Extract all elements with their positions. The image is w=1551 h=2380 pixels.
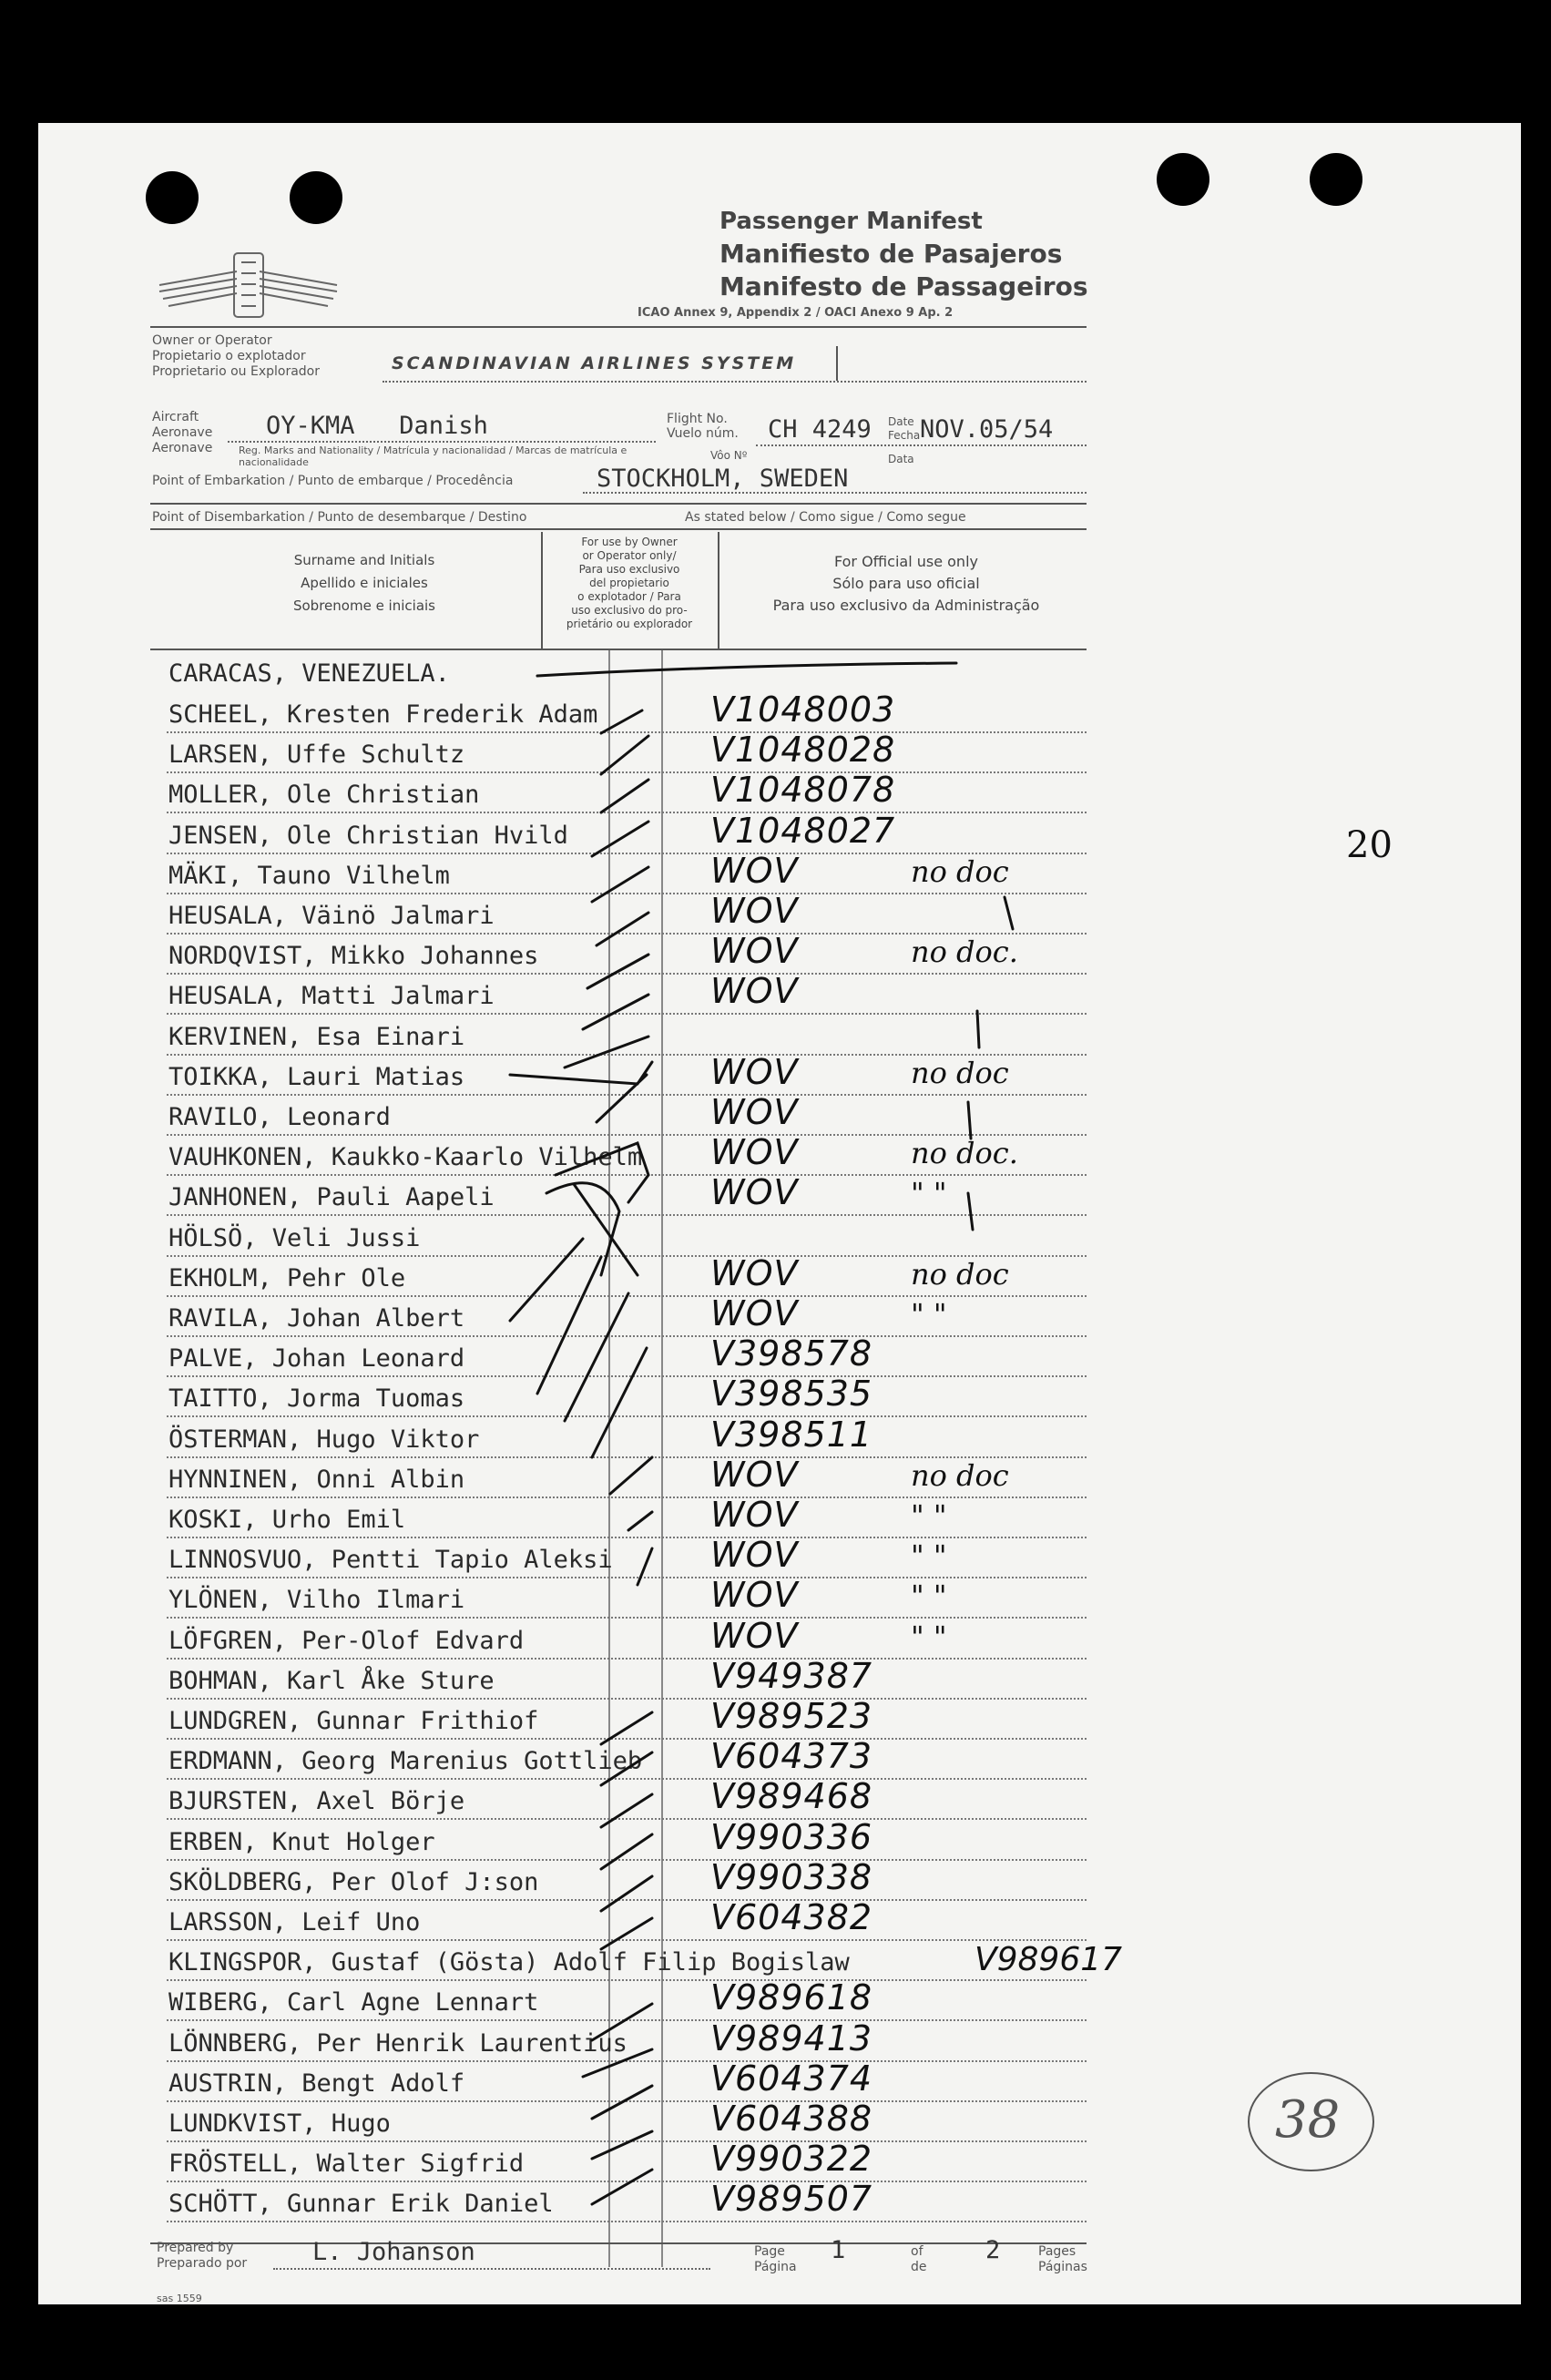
of-value: 2: [985, 2236, 1001, 2264]
row-rule: [167, 1013, 1087, 1015]
owner-use-column-header: [543, 536, 716, 631]
passenger-name: KERVINEN, Esa Einari: [168, 1023, 465, 1051]
passenger-document-number: V949387: [710, 1656, 873, 1696]
passenger-name: SKÖLDBERG, Per Olof J:son: [168, 1868, 539, 1896]
passenger-document-number: WOV: [710, 1616, 799, 1656]
passenger-document-number: V1048078: [710, 770, 896, 810]
official-column-header: [729, 554, 1084, 614]
airline-wing-logo-icon: [150, 244, 346, 326]
passenger-name: HEUSALA, Matti Jalmari: [168, 982, 495, 1010]
passenger-document-number: V989523: [710, 1696, 873, 1736]
passenger-name: RAVILO, Leonard: [168, 1103, 391, 1131]
passenger-name: KLINGSPOR, Gustaf (Gösta) Adolf Filip Bogislaw: [168, 1948, 850, 1977]
passenger-name: LUNDKVIST, Hugo: [168, 2109, 391, 2138]
row-rule: [167, 1859, 1087, 1861]
prepared-by-value: L. Johanson: [312, 2238, 475, 2266]
row-rule: [167, 1577, 1087, 1578]
passenger-note: V989617: [974, 1941, 1123, 1978]
passenger-note: no doc: [911, 1257, 1009, 1292]
passenger-note: " ": [911, 1297, 947, 1332]
flight-label-en: Flight No.: [667, 412, 728, 426]
passenger-name: ERDMANN, Georg Marenius Gottlieb: [168, 1747, 643, 1775]
column-divider-2: [718, 532, 719, 649]
official-header-es: Sólo para uso oficial: [832, 575, 980, 592]
row-rule: [167, 1979, 1087, 1981]
passenger-note: " ": [911, 1578, 947, 1613]
title-portuguese: Manifesto de Passageiros: [719, 271, 1088, 301]
passenger-document-number: WOV: [710, 1535, 799, 1575]
owner-label-es: Propietario o explotador: [152, 349, 306, 363]
date-value: NOV.05/54: [920, 415, 1054, 444]
page-value: 1: [831, 2236, 846, 2264]
page-label: Page: [754, 2244, 785, 2259]
passenger-name: LINNOSVUO, Pentti Tapio Aleksi: [168, 1546, 613, 1574]
page-label-es: Página: [754, 2260, 797, 2274]
punch-hole-left-1: [146, 171, 199, 224]
passenger-name: MÄKI, Tauno Vilhelm: [168, 862, 450, 890]
passenger-name: MOLLER, Ole Christian: [168, 781, 480, 809]
owner-use-line-3: Para uso exclusivo: [578, 563, 680, 576]
passenger-document-number: WOV: [710, 1575, 799, 1615]
circled-count-value: 38: [1275, 2090, 1341, 2150]
passenger-document-number: V604382: [710, 1897, 873, 1937]
footer-rule: [150, 2242, 1087, 2244]
row-rule: [167, 1658, 1087, 1660]
as-stated-label: As stated below / Como sigue / Como segue: [685, 510, 966, 525]
punch-hole-right-2: [1310, 153, 1362, 206]
passenger-note: no doc.: [911, 1136, 1018, 1170]
passenger-name: LUNDGREN, Gunnar Frithiof: [168, 1707, 539, 1735]
passenger-document-number: V398578: [710, 1333, 873, 1374]
flight-label-es: Vuelo núm.: [667, 426, 739, 441]
passenger-name: EKHOLM, Pehr Ole: [168, 1264, 406, 1292]
passenger-document-number: WOV: [710, 891, 799, 931]
passenger-note: no doc: [911, 1458, 1009, 1493]
owner-use-line-2: or Operator only/: [582, 549, 677, 562]
passenger-document-number: WOV: [710, 1052, 799, 1092]
passenger-document-number: WOV: [710, 851, 799, 891]
embarkation-value: STOCKHOLM, SWEDEN: [597, 465, 849, 493]
row-rule: [167, 1738, 1087, 1740]
passenger-document-number: V1048028: [710, 730, 896, 770]
passenger-name: PALVE, Johan Leonard: [168, 1344, 465, 1373]
column-header-bottom-rule: [150, 649, 1087, 650]
column-header-top-rule: [150, 528, 1087, 530]
passenger-document-number: V604373: [710, 1736, 873, 1776]
prepared-by-rule: [273, 2268, 710, 2270]
row-rule: [167, 1939, 1087, 1941]
row-rule: [167, 731, 1087, 733]
embarkation-rule: [583, 492, 1087, 494]
prepared-by-label: Prepared by: [157, 2241, 234, 2255]
aircraft-rule: [228, 441, 656, 443]
margin-page-number: 20: [1346, 824, 1393, 866]
passenger-name: TAITTO, Jorma Tuomas: [168, 1384, 465, 1413]
date-label-pt: Data: [888, 453, 914, 465]
icao-reference: ICAO Annex 9, Appendix 2 / OACI Anexo 9 Ap. 2: [638, 306, 954, 320]
passenger-document-number: WOV: [710, 1172, 799, 1212]
surname-column-header: [191, 552, 537, 614]
row-rule: [167, 1778, 1087, 1780]
prepared-by-label-es: Preparado por: [157, 2256, 248, 2271]
passenger-note: no doc: [911, 854, 1009, 889]
punch-hole-left-2: [290, 171, 342, 224]
aircraft-reg-note: Reg. Marks and Nationality / Matrícula y nacionalidad / Marcas de matrícula e nacionalidade: [239, 444, 628, 468]
surname-header-pt: Sobrenome e iniciais: [292, 598, 435, 614]
passenger-document-number: V1048027: [710, 811, 896, 851]
passenger-note: " ": [911, 1498, 947, 1533]
passenger-name: HEUSALA, Väinö Jalmari: [168, 902, 495, 930]
surname-header-es: Apellido e iniciales: [301, 575, 428, 591]
passenger-name: FRÖSTELL, Walter Sigfrid: [168, 2150, 525, 2178]
passenger-document-number: WOV: [710, 1253, 799, 1293]
circled-count: [1248, 2072, 1374, 2171]
row-rule: [167, 1375, 1087, 1377]
passenger-document-number: V989618: [710, 1977, 873, 2017]
passenger-document-number: WOV: [710, 971, 799, 1011]
passenger-document-number: WOV: [710, 1293, 799, 1333]
header-rule: [150, 326, 1087, 328]
passenger-document-number: V604388: [710, 2099, 873, 2139]
passenger-name: SCHEEL, Kresten Frederik Adam: [168, 700, 598, 729]
owner-rule: [383, 381, 1087, 383]
passenger-name: HÖLSÖ, Veli Jussi: [168, 1224, 421, 1252]
date-label-es: Fecha: [888, 429, 921, 442]
passenger-note: " ": [911, 1176, 947, 1210]
passenger-name: NORDQVIST, Mikko Johannes: [168, 942, 539, 970]
passenger-name: HYNNINEN, Onni Albin: [168, 1466, 465, 1494]
embarkation-label: Point of Embarkation / Punto de embarque / Procedência: [152, 474, 514, 488]
of-label-es: de: [911, 2260, 927, 2274]
row-rule: [167, 1174, 1087, 1176]
row-rule: [167, 2100, 1087, 2102]
row-rule: [167, 2060, 1087, 2062]
row-rule: [167, 771, 1087, 773]
passenger-document-number: V1048003: [710, 689, 896, 730]
passenger-document-number: WOV: [710, 1455, 799, 1495]
passenger-name: BJURSTEN, Axel Börje: [168, 1787, 465, 1815]
row-rule: [167, 1335, 1087, 1337]
passenger-document-number: V989413: [710, 2018, 873, 2058]
passenger-document-number: WOV: [710, 1092, 799, 1132]
passenger-name: BOHMAN, Karl Åke Sture: [168, 1667, 495, 1695]
row-rule: [167, 1214, 1087, 1216]
row-rule: [167, 893, 1087, 894]
row-rule: [167, 2140, 1087, 2142]
passenger-document-number: V990336: [710, 1817, 873, 1857]
row-rule: [167, 1899, 1087, 1901]
passenger-name: RAVILA, Johan Albert: [168, 1304, 465, 1333]
row-rule: [167, 1496, 1087, 1498]
row-rule: [167, 1617, 1087, 1619]
passenger-name: LARSEN, Uffe Schultz: [168, 741, 465, 769]
owner-use-line-4: del propietario: [589, 577, 669, 589]
passenger-name: LÖFGREN, Per-Olof Edvard: [168, 1627, 525, 1655]
official-header-en: For Official use only: [834, 553, 978, 570]
owner-use-line-6: uso exclusivo do pro-: [571, 604, 688, 617]
passenger-name: VAUHKONEN, Kaukko-Kaarlo Vilhelm: [168, 1143, 643, 1171]
aircraft-label-en: Aircraft: [152, 410, 199, 424]
title-spanish: Manifiesto de Pasajeros: [719, 239, 1063, 269]
row-rule: [167, 2221, 1087, 2222]
passenger-document-number: WOV: [710, 931, 799, 971]
row-rule: [167, 1818, 1087, 1820]
owner-label-en: Owner or Operator: [152, 333, 272, 348]
passenger-note: " ": [911, 1619, 947, 1654]
row-rule: [167, 1295, 1087, 1297]
of-label: of: [911, 2244, 923, 2259]
aircraft-label-pt: Aeronave: [152, 441, 213, 455]
passenger-name: LARSSON, Leif Uno: [168, 1908, 421, 1936]
owner-use-line-1: For use by Owner: [581, 536, 678, 548]
passenger-name: TOIKKA, Lauri Matias: [168, 1063, 465, 1091]
passenger-name: YLÖNEN, Vilho Ilmari: [168, 1586, 465, 1614]
passenger-document-number: V990338: [710, 1857, 873, 1897]
flight-label-pt: Vôo Nº: [710, 449, 748, 462]
passenger-document-number: V990322: [710, 2139, 873, 2179]
passenger-name: KOSKI, Urho Emil: [168, 1506, 406, 1534]
disembarkation-label: Point of Disembarkation / Punto de desembarque / Destino: [152, 510, 527, 525]
row-rule: [167, 973, 1087, 975]
surname-header-en: Surname and Initials: [293, 552, 435, 568]
row-rule: [167, 1415, 1087, 1417]
passenger-name: SCHÖTT, Gunnar Erik Daniel: [168, 2190, 554, 2218]
owner-mark: [836, 346, 838, 381]
passenger-document-number: V989468: [710, 1776, 873, 1816]
title-english: Passenger Manifest: [719, 208, 983, 235]
pages-label-es: Páginas: [1038, 2260, 1087, 2274]
passenger-note: no doc: [911, 1056, 1009, 1090]
row-rule: [167, 2181, 1087, 2182]
row-rule: [167, 1537, 1087, 1538]
passenger-name: LÖNNBERG, Per Henrik Laurentius: [168, 2029, 628, 2058]
owner-use-line-7: prietário ou explorador: [566, 618, 693, 630]
flight-value: CH 4249: [768, 415, 872, 444]
row-rule: [167, 1698, 1087, 1700]
row-rule: [167, 2019, 1087, 2021]
flight-rule: [756, 444, 1087, 446]
passenger-name: JENSEN, Ole Christian Hvild: [168, 822, 568, 850]
passenger-document-number: WOV: [710, 1495, 799, 1535]
pages-label: Pages: [1038, 2244, 1077, 2259]
form-code: sas 1559: [157, 2293, 202, 2304]
passenger-name: AUSTRIN, Bengt Adolf: [168, 2069, 465, 2098]
owner-value: SCANDINAVIAN AIRLINES SYSTEM: [392, 353, 797, 373]
owner-use-line-5: o explotador / Para: [577, 590, 681, 603]
passenger-name: JANHONEN, Pauli Aapeli: [168, 1183, 495, 1211]
aircraft-value: OY-KMA Danish: [266, 412, 488, 440]
row-rule: [167, 1094, 1087, 1096]
punch-hole-right-1: [1157, 153, 1209, 206]
owner-label-pt: Proprietario ou Explorador: [152, 364, 320, 379]
date-label-en: Date: [888, 415, 914, 428]
destination-header: CARACAS, VENEZUELA.: [168, 659, 450, 688]
passenger-name: ÖSTERMAN, Hugo Viktor: [168, 1425, 480, 1454]
passenger-note: no doc.: [911, 935, 1018, 969]
passenger-document-number: V398511: [710, 1415, 873, 1455]
section-rule: [150, 503, 1087, 505]
passenger-document-number: V989507: [710, 2179, 873, 2219]
official-header-pt: Para uso exclusivo da Administração: [772, 597, 1040, 614]
passenger-document-number: V604374: [710, 2058, 873, 2099]
passenger-name: ERBEN, Knut Holger: [168, 1828, 435, 1856]
passenger-name: WIBERG, Carl Agne Lennart: [168, 1988, 539, 2017]
passenger-note: " ": [911, 1538, 947, 1573]
passenger-document-number: V398535: [710, 1374, 873, 1414]
row-rule: [167, 812, 1087, 813]
aircraft-label-es: Aeronave: [152, 425, 213, 440]
passenger-document-number: WOV: [710, 1132, 799, 1172]
